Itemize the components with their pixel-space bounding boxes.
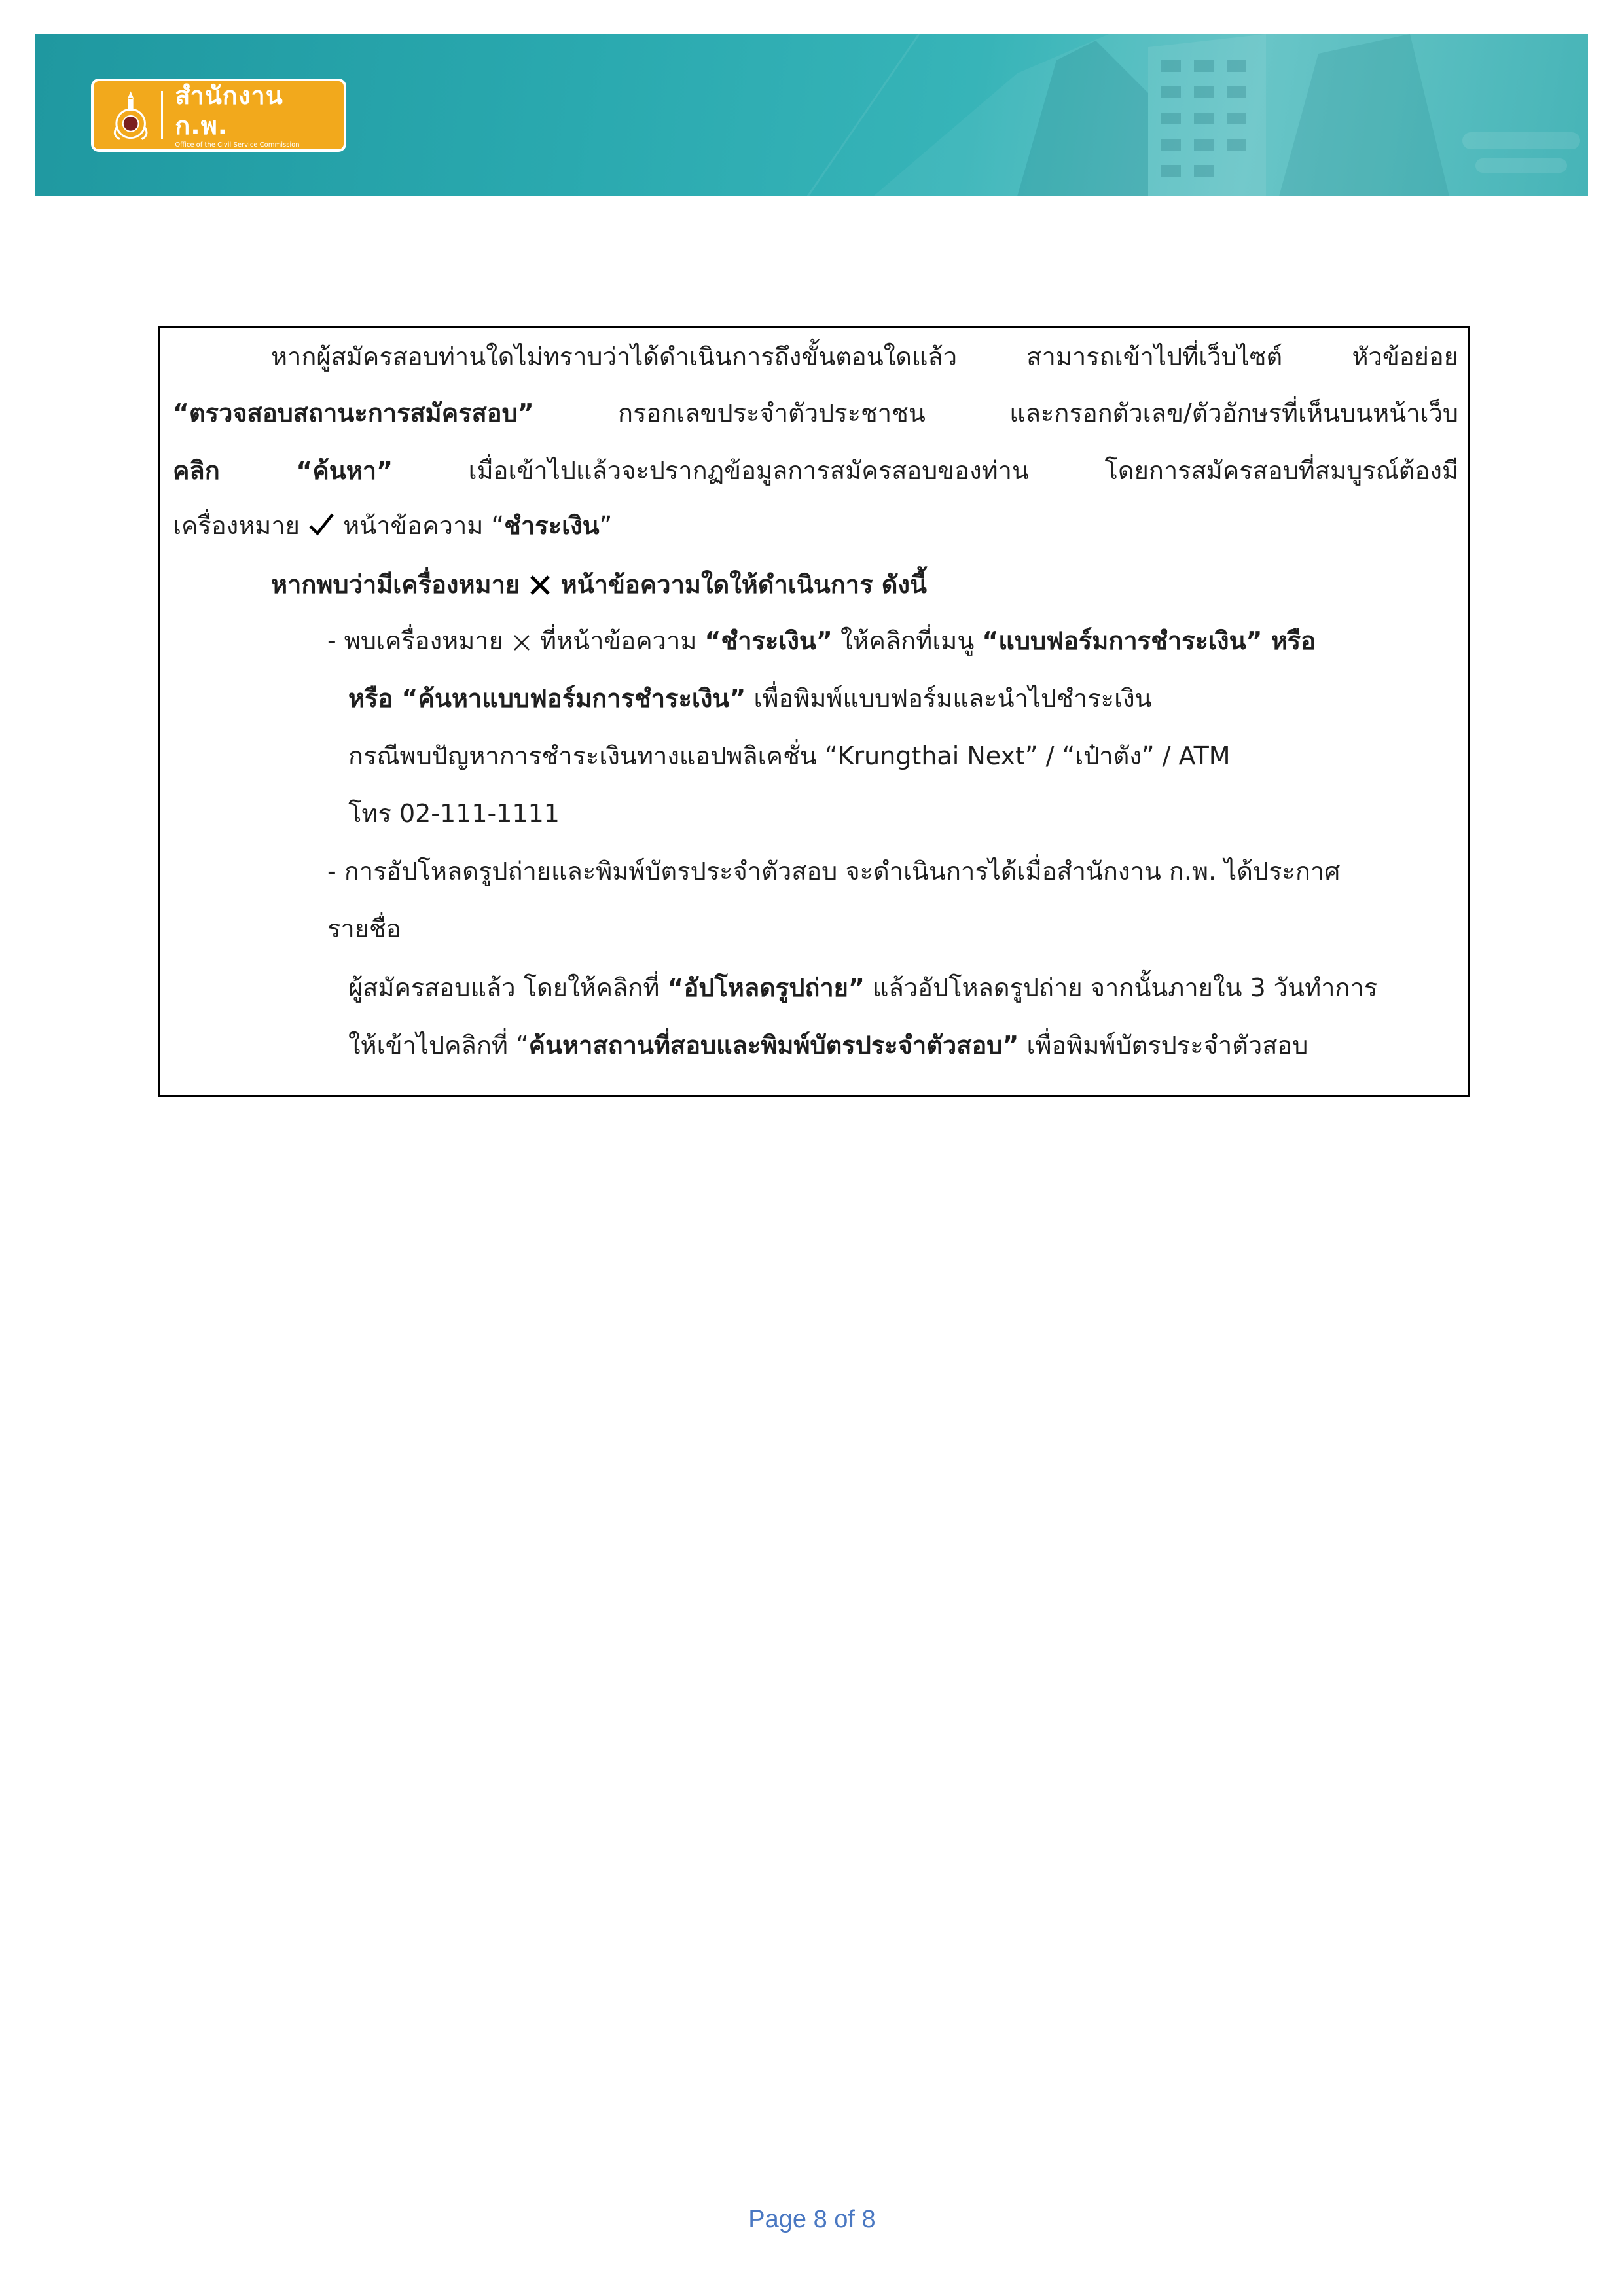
status-check-link: “ตรวจสอบสถานะการสมัครสอบ” [173, 399, 534, 427]
checkmark-icon [308, 512, 335, 538]
upload-photo-menu: “อัปโหลดรูปถ่าย” [667, 973, 865, 1002]
cross-mark-icon [511, 632, 532, 653]
cross-mark-heading: หากพบว่ามีเครื่องหมาย หน้าข้อความใดให้ดำเนินการ ดังนี้ [271, 570, 927, 599]
para1-line3: คลิก “ค้นหา” เมื่อเข้าไปแล้วจะปรากฏข้อมูลการสมัครสอบของท่าน โดยการสมัครสอบที่สมบูรณ์ต้องมี [173, 456, 1458, 485]
cross-mark-icon [528, 573, 552, 597]
exam-location-menu: ค้นหาสถานที่สอบและพิมพ์บัตรประจำตัวสอบ” [528, 1031, 1019, 1060]
search-payment-form-menu: หรือ “ค้นหาแบบฟอร์มการชำระเงิน” [348, 684, 746, 713]
ocsc-logo [91, 79, 346, 152]
logo-text-english: Office of the Civil Service Commission [175, 141, 300, 149]
bullet1-line3: กรณีพบปัญหาการชำระเงินทางแอปพลิเคชั่น “Krungthai Next” / “เป๋าตัง” / ATM [348, 742, 1231, 770]
bullet2-line3: ผู้สมัครสอบแล้ว โดยให้คลิกที่ “อัปโหลดรูปถ่าย” แล้วอัปโหลดรูปถ่าย จากนั้นภายใน 3 วันทำการ [348, 973, 1378, 1002]
notice-box [158, 326, 1470, 1097]
para1-line2: “ตรวจสอบสถานะการสมัครสอบ” กรอกเลขประจำตัวประชาชน และกรอกตัวเลข/ตัวอักษรที่เห็นบนหน้าเว็บ [173, 399, 1458, 427]
bullet2-line1: - การอัปโหลดรูปถ่ายและพิมพ์บัตรประจำตัวสอบ จะดำเนินการได้เมื่อสำนักงาน ก.พ. ได้ประกาศ [327, 857, 1341, 886]
seal-icon [111, 88, 151, 142]
para1-line4: เครื่องหมาย หน้าข้อความ “ชำระเงิน” [173, 511, 613, 540]
header-banner [35, 34, 1588, 196]
logo-divider [161, 91, 163, 139]
payment-form-menu: “แบบฟอร์มการชำระเงิน” หรือ [982, 626, 1316, 655]
bullet2-line4: ให้เข้าไปคลิกที่ “ค้นหาสถานที่สอบและพิมพ์บัตรประจำตัวสอบ” เพื่อพิมพ์บัตรประจำตัวสอบ [348, 1031, 1308, 1060]
logo-text-thai: สำนักงาน ก.พ. [175, 81, 283, 140]
para1-line1: หากผู้สมัครสอบท่านใดไม่ทราบว่าได้ดำเนินการถึงขั้นตอนใดแล้ว สามารถเข้าไปที่เว็บไซต์ หัวข้อย่อย [271, 342, 1458, 371]
bullet1-line2: หรือ “ค้นหาแบบฟอร์มการชำระเงิน” เพื่อพิมพ์แบบฟอร์มและนำไปชำระเงิน [348, 684, 1152, 713]
bullet2-line2: รายชื่อ [327, 914, 401, 943]
bullet1-line1: - พบเครื่องหมาย ที่หน้าข้อความ “ชำระเงิน” ให้คลิกที่เมนู “แบบฟอร์มการชำระเงิน” หรือ [327, 626, 1316, 655]
logo-text [175, 81, 344, 150]
search-instruction: คลิก “ค้นหา” [173, 456, 393, 485]
bullet1-phone: โทร 02-111-1111 [348, 799, 560, 828]
page-number: Page 8 of 8 [748, 2206, 876, 2233]
